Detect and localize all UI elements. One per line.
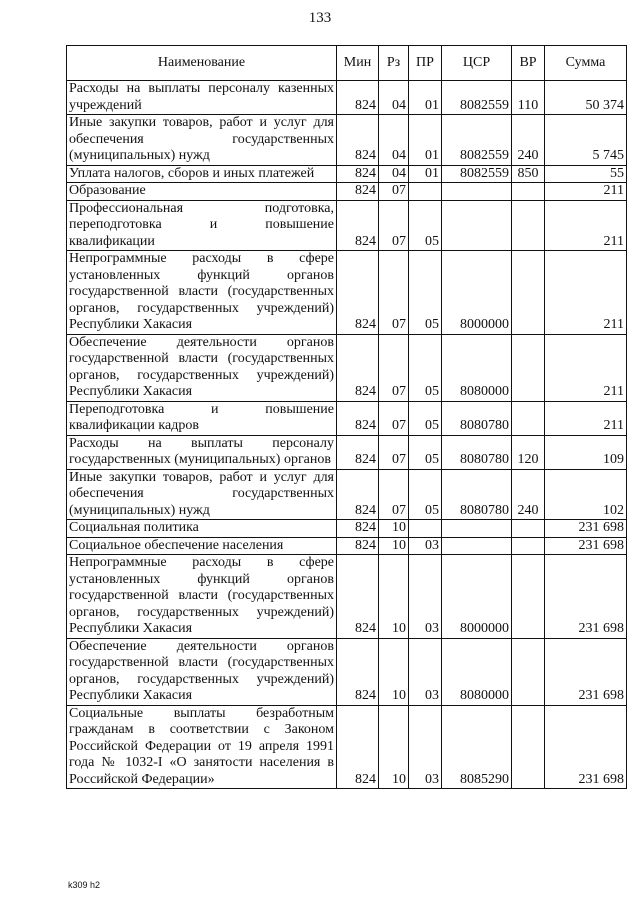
- cell-rz: 07: [379, 469, 409, 520]
- cell-name: Расходы на выплаты персоналу казенных учреждений: [67, 81, 337, 115]
- cell-min: 824: [337, 165, 379, 183]
- cell-rz: 07: [379, 435, 409, 469]
- cell-name: Иные закупки товаров, работ и услуг для обеспечения государственных (муниципальных) нужд: [67, 469, 337, 520]
- cell-csr: 8085290: [442, 705, 512, 789]
- cell-rz: 07: [379, 401, 409, 435]
- table-row: [67, 435, 627, 469]
- cell-vr: [512, 638, 545, 705]
- cell-min: 824: [337, 334, 379, 401]
- cell-pr: 01: [409, 165, 442, 183]
- cell-sum: 231 698: [545, 705, 627, 789]
- cell-name: Уплата налогов, сборов и иных платежей: [67, 165, 337, 183]
- cell-rz: 04: [379, 115, 409, 166]
- cell-rz: 07: [379, 334, 409, 401]
- col-header-pr: ПР: [409, 46, 442, 81]
- cell-sum: 211: [545, 251, 627, 335]
- cell-vr: [512, 183, 545, 201]
- table-row: [67, 638, 627, 705]
- cell-min: 824: [337, 200, 379, 251]
- cell-pr: 05: [409, 435, 442, 469]
- table-row: [67, 81, 627, 115]
- budget-table: [66, 45, 627, 789]
- cell-sum: 231 698: [545, 520, 627, 538]
- cell-name: Непрограммные расходы в сфере установленных функций органов государственной власти (государственных органов, государственных учреждений) Республики Хакасия: [67, 555, 337, 639]
- cell-sum: 50 374: [545, 81, 627, 115]
- cell-rz: 07: [379, 251, 409, 335]
- cell-sum: 211: [545, 401, 627, 435]
- cell-min: 824: [337, 537, 379, 555]
- cell-vr: [512, 555, 545, 639]
- cell-pr: 05: [409, 401, 442, 435]
- cell-csr: 8000000: [442, 555, 512, 639]
- col-header-sum: Сумма: [545, 46, 627, 81]
- cell-csr: 8080000: [442, 334, 512, 401]
- cell-vr: [512, 334, 545, 401]
- cell-rz: 10: [379, 705, 409, 789]
- cell-min: 824: [337, 469, 379, 520]
- cell-sum: 55: [545, 165, 627, 183]
- cell-vr: 120: [512, 435, 545, 469]
- cell-pr: 01: [409, 115, 442, 166]
- cell-pr: 03: [409, 537, 442, 555]
- cell-pr: 03: [409, 638, 442, 705]
- cell-csr: 8080780: [442, 435, 512, 469]
- cell-vr: [512, 200, 545, 251]
- cell-pr: 05: [409, 334, 442, 401]
- col-header-min: Мин: [337, 46, 379, 81]
- cell-min: 824: [337, 251, 379, 335]
- cell-vr: 240: [512, 115, 545, 166]
- cell-name: Расходы на выплаты персоналу государственных (муниципальных) органов: [67, 435, 337, 469]
- cell-csr: 8000000: [442, 251, 512, 335]
- cell-name: Непрограммные расходы в сфере установленных функций органов государственной власти (государственных органов, государственных учреждений) Республики Хакасия: [67, 251, 337, 335]
- cell-name: Иные закупки товаров, работ и услуг для обеспечения государственных (муниципальных) нужд: [67, 115, 337, 166]
- footer-code: k309 h2: [68, 880, 101, 890]
- cell-name: Социальная политика: [67, 520, 337, 538]
- table-row: [67, 115, 627, 166]
- cell-vr: [512, 705, 545, 789]
- table-row: [67, 401, 627, 435]
- cell-csr: 8082559: [442, 165, 512, 183]
- cell-sum: 231 698: [545, 537, 627, 555]
- table-row: [67, 520, 627, 538]
- cell-sum: 5 745: [545, 115, 627, 166]
- cell-sum: 109: [545, 435, 627, 469]
- cell-name: Обеспечение деятельности органов государственной власти (государственных органов, государственных учреждений) Республики Хакасия: [67, 334, 337, 401]
- cell-name: Обеспечение деятельности органов государственной власти (государственных органов, государственных учреждений) Республики Хакасия: [67, 638, 337, 705]
- cell-pr: 05: [409, 251, 442, 335]
- cell-name: Социальное обеспечение населения: [67, 537, 337, 555]
- cell-sum: 102: [545, 469, 627, 520]
- cell-vr: 110: [512, 81, 545, 115]
- cell-min: 824: [337, 520, 379, 538]
- cell-pr: 05: [409, 200, 442, 251]
- cell-vr: [512, 251, 545, 335]
- cell-name: Профессиональная подготовка, переподготовка и повышение квалификации: [67, 200, 337, 251]
- cell-vr: 850: [512, 165, 545, 183]
- table-row: [67, 537, 627, 555]
- cell-pr: [409, 520, 442, 538]
- table-row: [67, 555, 627, 639]
- cell-min: 824: [337, 638, 379, 705]
- cell-vr: [512, 401, 545, 435]
- cell-csr: [442, 537, 512, 555]
- table-row: [67, 251, 627, 335]
- cell-rz: 10: [379, 520, 409, 538]
- cell-rz: 10: [379, 555, 409, 639]
- cell-csr: 8082559: [442, 81, 512, 115]
- cell-csr: [442, 200, 512, 251]
- cell-sum: 231 698: [545, 638, 627, 705]
- col-header-csr: ЦСР: [442, 46, 512, 81]
- cell-sum: 231 698: [545, 555, 627, 639]
- table-row: [67, 200, 627, 251]
- cell-vr: [512, 537, 545, 555]
- cell-pr: 01: [409, 81, 442, 115]
- cell-vr: 240: [512, 469, 545, 520]
- cell-min: 824: [337, 183, 379, 201]
- cell-sum: 211: [545, 183, 627, 201]
- cell-min: 824: [337, 401, 379, 435]
- cell-name: Образование: [67, 183, 337, 201]
- cell-vr: [512, 520, 545, 538]
- table-row: [67, 469, 627, 520]
- cell-rz: 04: [379, 81, 409, 115]
- col-header-rz: Рз: [379, 46, 409, 81]
- table-row: [67, 165, 627, 183]
- cell-min: 824: [337, 435, 379, 469]
- table-row: [67, 705, 627, 789]
- cell-min: 824: [337, 705, 379, 789]
- cell-csr: 8080780: [442, 469, 512, 520]
- cell-pr: 03: [409, 555, 442, 639]
- table-row: [67, 334, 627, 401]
- cell-name: Переподготовка и повышение квалификации кадров: [67, 401, 337, 435]
- cell-csr: [442, 183, 512, 201]
- cell-pr: 03: [409, 705, 442, 789]
- table-header-row: [67, 46, 627, 81]
- col-header-vr: ВР: [512, 46, 545, 81]
- cell-name: Социальные выплаты безработным гражданам в соответствии с Законом Российской Федерации от 19 апреля 1991 года № 1032-I «О занятости населения в Российской Федерации»: [67, 705, 337, 789]
- cell-min: 824: [337, 555, 379, 639]
- cell-sum: 211: [545, 200, 627, 251]
- cell-rz: 07: [379, 200, 409, 251]
- cell-rz: 04: [379, 165, 409, 183]
- page-number: 133: [308, 10, 332, 26]
- cell-csr: 8080780: [442, 401, 512, 435]
- cell-min: 824: [337, 115, 379, 166]
- cell-csr: 8080000: [442, 638, 512, 705]
- cell-csr: [442, 520, 512, 538]
- cell-pr: [409, 183, 442, 201]
- cell-csr: 8082559: [442, 115, 512, 166]
- cell-rz: 07: [379, 183, 409, 201]
- cell-rz: 10: [379, 638, 409, 705]
- table-row: [67, 183, 627, 201]
- cell-min: 824: [337, 81, 379, 115]
- cell-pr: 05: [409, 469, 442, 520]
- cell-rz: 10: [379, 537, 409, 555]
- col-header-name: Наименование: [67, 46, 337, 81]
- cell-sum: 211: [545, 334, 627, 401]
